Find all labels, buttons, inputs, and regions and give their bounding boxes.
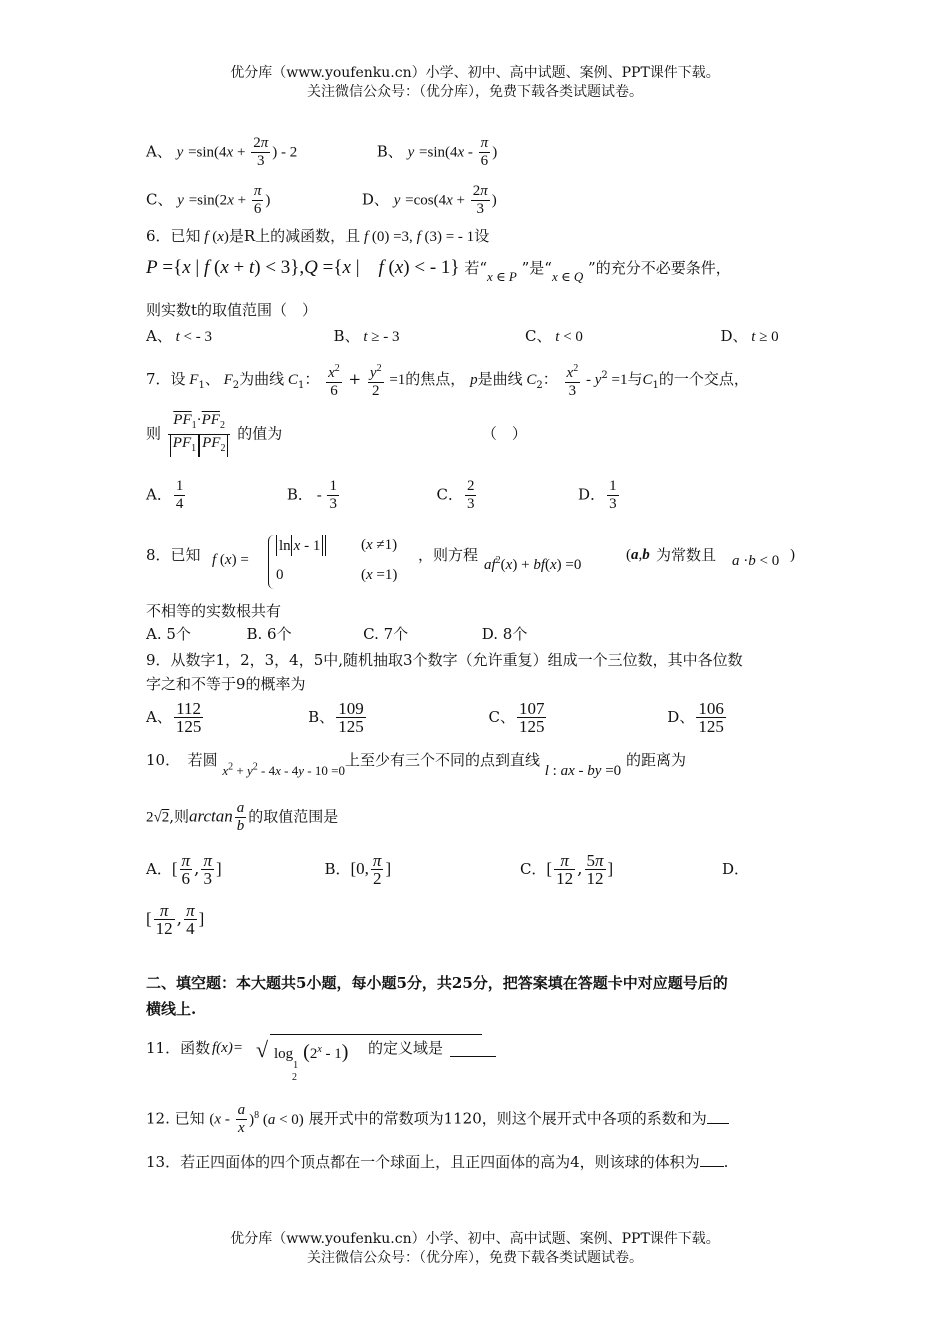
footer-line-1: 优分库（www.youfenku.cn）小学、初中、高中试题、案例、PPT课件下载。: [230, 1231, 720, 1247]
q5-option-a-label: A、: [146, 142, 172, 161]
q6-stem-text-3: 设: [474, 227, 490, 245]
q5-row-2: C、 y =sin(2x + $\frac{\pi}{6}$ ) D、 y =cos(4x + $\frac{2\pi}{3}$ ): [146, 183, 497, 217]
q8-option-b: B. 6个: [246, 625, 292, 643]
q6-tail: ”的充分不必要条件，: [588, 259, 731, 277]
q10-line2: 2√2,则arctan $\frac{a}{b}$ 的取值范围是: [146, 800, 339, 834]
q7-stem: 7．设 $F_1$、 $F_2$为曲线 $C_1$： $\frac{x^2}{6}$ + $\frac{y^2}{2}$ =1的焦点， p是曲线 $C_2$： $\frac{x^2}{3}$ - $y^2 =1$与$C_1$的一个交点，: [146, 360, 749, 400]
q6-sets: P ={x | f (x + t) < 3},Q ={x | f (x) < - 1} 若“x ∈ P ”是“x ∈ Q ”的充分不必要条件，: [146, 257, 731, 284]
q5-option-b-label: B、: [376, 142, 403, 161]
q8-option-d: D. 8个: [481, 625, 528, 643]
q5-option-d-label: D、: [361, 190, 389, 209]
q11-fx: f(x)=: [212, 1040, 243, 1056]
q11-tail: 的定义域是: [368, 1039, 444, 1057]
q7-option-d: D．: [578, 485, 606, 504]
q10-option-d: D．: [722, 860, 750, 878]
q5-option-a-formula: y: [176, 144, 184, 161]
q13-end: .: [723, 1153, 729, 1171]
q9-line2: 字之和不等于9的概率为: [146, 675, 306, 693]
q10-line2b: 的取值范围是: [248, 807, 339, 826]
q10-stem-text: 10． 若圆: [146, 751, 218, 769]
q12-tail: 展开式中的常数项为1120，则这个展开式中各项的系数和为: [308, 1109, 707, 1128]
q7-focus: 的焦点，: [405, 370, 466, 388]
q7-zhi: 的值为: [237, 424, 283, 443]
q10-tail: 的距离为: [625, 751, 686, 769]
q13-text: 13．若正四面体的四个顶点都在一个球面上，且正四面体的高为4，则该球的体积为: [146, 1153, 700, 1171]
q6-ruo: 若“: [464, 259, 487, 277]
q7-option-c: C．: [436, 485, 463, 504]
q7-wei: 为曲线: [239, 370, 285, 388]
q5-option-c-formula: y: [177, 192, 184, 209]
q8-mid: ，则方程: [418, 546, 479, 564]
q10-mid: 上至少有三个不同的点到直线: [344, 751, 540, 769]
q5-option-b-formula: y: [407, 144, 415, 161]
q6-option-a: A、: [146, 327, 172, 345]
q13-answer-blank[interactable]: [700, 1150, 724, 1167]
q10-option-c: C．: [519, 860, 547, 878]
q5-row-1: A、 y =sin(4x + $\frac{2\pi}{3}$ ) - 2 B、 y =sin(4x - $\frac{\pi}{6}$ ): [146, 135, 498, 169]
q12-answer-blank[interactable]: [707, 1107, 729, 1124]
section2-line2: 横线上.: [146, 1000, 197, 1018]
q13: [146, 1150, 728, 1172]
q10-option-d-value: [ $\frac{\pi}{12}$ , $\frac{\pi}{4}$ ]: [146, 901, 205, 938]
q7-jiao: 的一个交点，: [658, 370, 749, 388]
q7-stem-text: 7．设: [146, 370, 186, 388]
q7-colon: ：: [304, 370, 320, 388]
q11-answer-blank[interactable]: [450, 1038, 496, 1057]
q7-ze: 则: [146, 424, 162, 443]
header-line-1: 优分库（www.youfenku.cn）小学、初中、高中试题、案例、PPT课件下载。: [230, 65, 720, 81]
q7-options: A． $\frac{1}{4}$ B． - $\frac{1}{3}$ C． $\frac{2}{3}$ D． $\frac{1}{3}$: [146, 478, 617, 512]
header-line-2: 关注微信公众号：（优分库），免费下载各类试题试卷。: [307, 84, 643, 100]
q5-option-d-formula: y: [393, 192, 401, 209]
q11-log-expression: $\log_1 (2^x - 1)$: [274, 1041, 349, 1071]
q12: 12. 已知 (x - $\frac{a}{x}$ )$^8$ (a < 0) 展开式中的常数项为1120，则这个展开式中各项的系数和为: [146, 1102, 729, 1137]
q5-option-c-label: C、: [146, 190, 173, 209]
q7-paren: （ ）: [481, 424, 527, 443]
footer-line-2: 关注微信公众号：（优分库），免费下载各类试题试卷。: [307, 1250, 643, 1266]
q8-cond: 为常数且: [656, 546, 717, 564]
q7-shi: 是曲线: [477, 370, 523, 388]
q6-option-b: B、: [333, 327, 360, 345]
q6-line3: 则实数t的取值范围（ ）: [146, 301, 318, 319]
q9-line1: 9．从数字1，2，3，4，5中,随机抽取3个数字（允许重复）组成一个三位数，其中各位数: [146, 651, 743, 669]
q12-stem: 12. 已知: [146, 1109, 205, 1128]
q9-option-b: B、: [308, 708, 335, 726]
q8-options: [146, 624, 527, 644]
q10-line2a: ,则: [169, 807, 190, 826]
q7-dun: 、: [204, 370, 220, 388]
q9-option-a: A、: [146, 708, 172, 726]
q6-option-c: C、: [525, 327, 552, 345]
q10-stem: 10． 若圆 $x^2 + y^2 - 4x - 4y - 10 =0$上至少有三个不同的点到直线 l : ax - by =0 的距离为: [146, 751, 686, 779]
q6-options: A、 t < - 3 B、 t ≥ - 3 C、 t < 0 D、 t ≥ 0: [146, 327, 779, 345]
q6-stem-text-2: 是R上的减函数，且: [228, 227, 361, 245]
q7-option-a: A．: [146, 485, 172, 504]
q8-stem-text: 8．已知: [146, 546, 201, 564]
q11-stem: 11．函数: [146, 1039, 211, 1057]
q10-option-a: A．: [146, 860, 172, 878]
q6-stem-text: 6．已知: [146, 227, 201, 245]
q7-expression: 则 $\frac{\overline{PF}_1\cdot\overline{PF}_2}{PF_1 PF_2}$ 的值为 （ ）: [146, 412, 527, 457]
q10-options: A．[ $\frac{\pi}{6}$ , $\frac{\pi}{3}$ ] B．[0, $\frac{\pi}{2}$ ] C．[ $\frac{\pi}{12}$ , $\frac{5\pi}{12}$ ] D．: [146, 851, 750, 888]
q6-stem: 6．已知 f (x)是R上的减函数，且 f (0) =3, f (3) = - 1设: [146, 227, 490, 245]
q8-option-c: C. 7个: [363, 625, 409, 643]
q8-line2: 不相等的实数根共有: [146, 602, 282, 620]
q7-colon-2: ：: [542, 370, 558, 388]
q6-option-d: D、: [720, 327, 748, 345]
q8-option-a: A. 5个: [146, 625, 191, 643]
q7-yu: 与: [627, 370, 643, 388]
q9-option-c: C、: [488, 708, 515, 726]
section2-line1: 二、填空题：本大题共5小题，每小题5分，共25分，把答案填在答题卡中对应题号后的: [146, 974, 728, 992]
q7-option-b: B．: [286, 485, 313, 504]
q9-options: A、 $\frac{112}{125}$ B、 $\frac{109}{125}$ C、 $\frac{107}{125}$ D、 $\frac{106}{125}$: [146, 699, 724, 736]
q9-option-d: D、: [667, 708, 695, 726]
q10-option-b: B．: [324, 860, 351, 878]
q6-shi: ”是“: [521, 259, 552, 277]
